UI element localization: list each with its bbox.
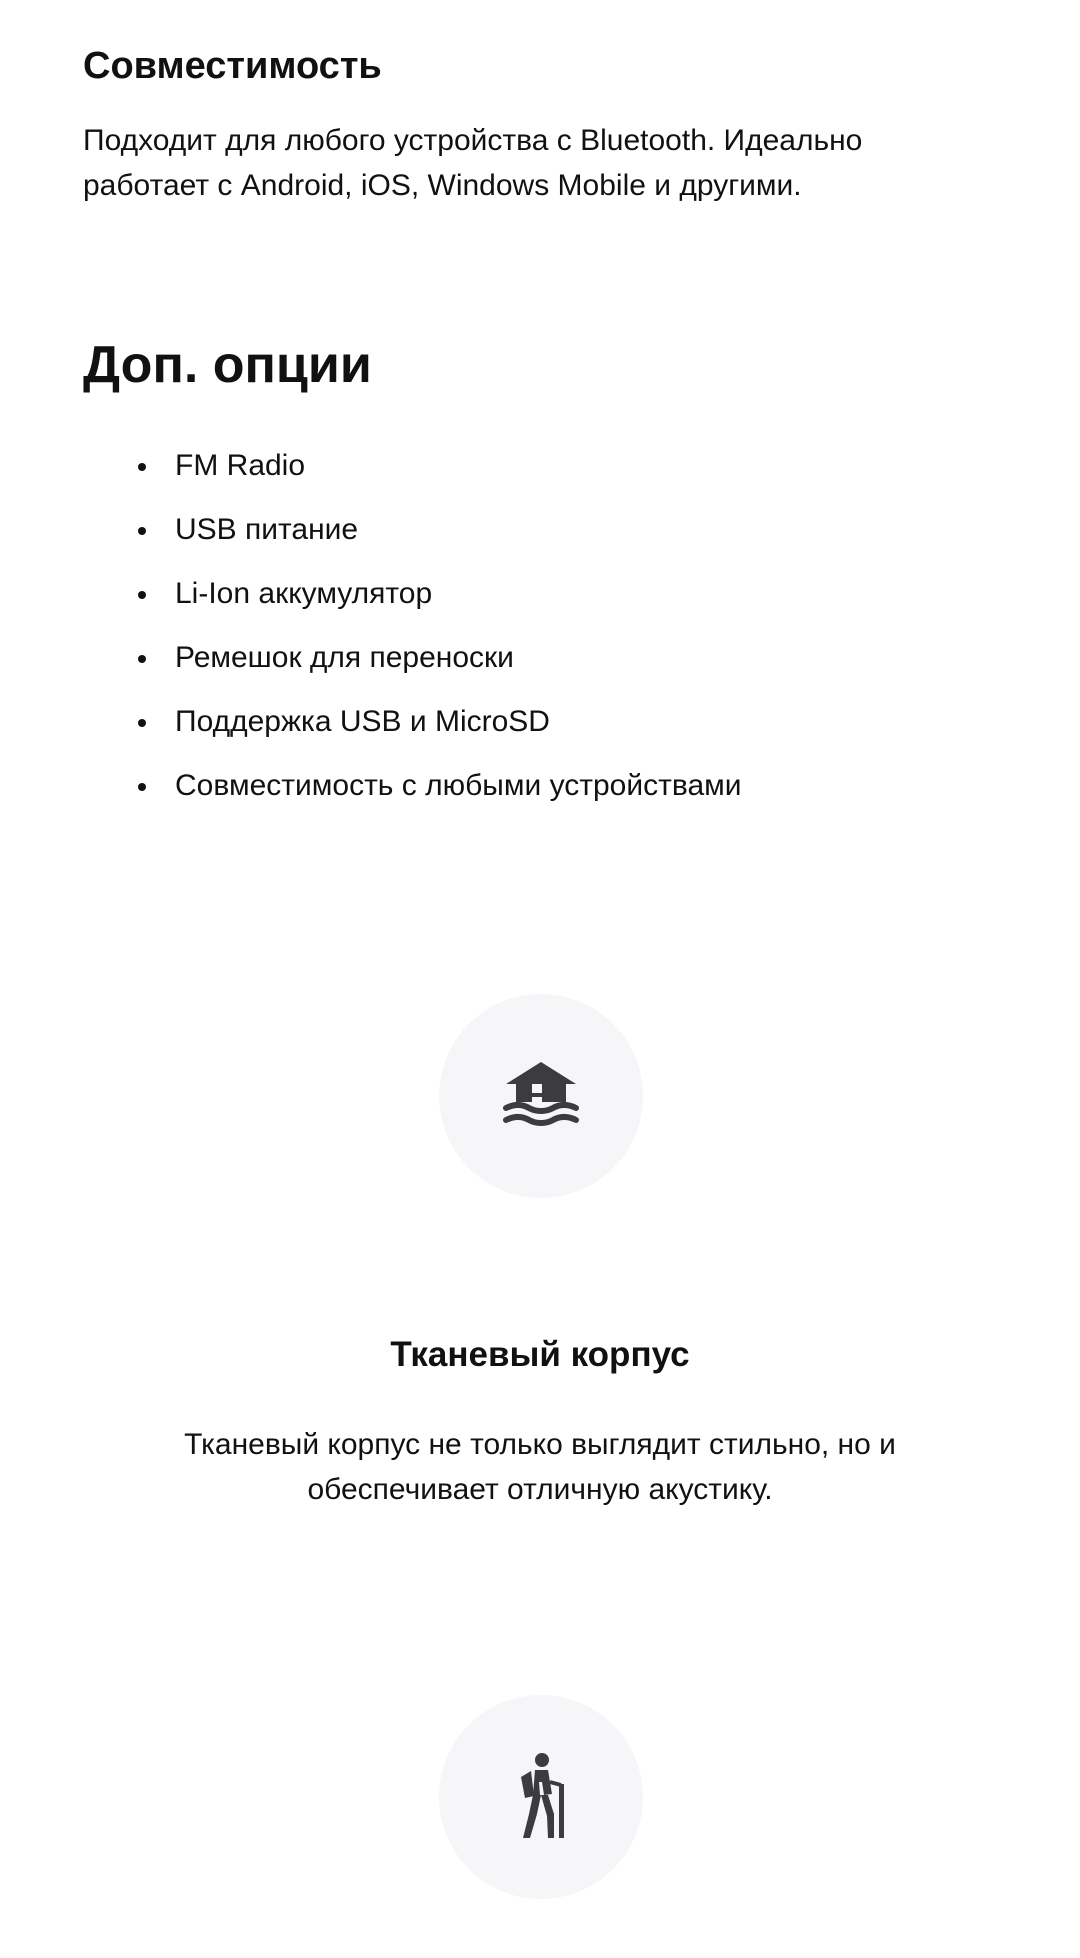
list-item: Совместимость с любыми устройствами bbox=[175, 754, 742, 818]
options-title: Доп. опции bbox=[83, 336, 372, 394]
list-item: Li-Ion аккумулятор bbox=[175, 562, 742, 626]
list-item: USB питание bbox=[175, 498, 742, 562]
feature-icon-circle bbox=[439, 994, 643, 1198]
list-item: Ремешок для переноски bbox=[175, 626, 742, 690]
compatibility-title: Совместимость bbox=[83, 45, 382, 87]
list-item: Поддержка USB и MicroSD bbox=[175, 690, 742, 754]
list-item: FM Radio bbox=[175, 434, 742, 498]
feature-title: Тканевый корпус bbox=[390, 1335, 690, 1374]
feature-icon-circle bbox=[439, 1695, 643, 1899]
hiking-person-icon bbox=[511, 1752, 571, 1843]
feature-description: Тканевый корпус не только выглядит стильно, но и обеспечивает отличную акустику. bbox=[184, 1428, 896, 1506]
flood-house-icon bbox=[502, 1062, 580, 1131]
compatibility-description: Подходит для любого устройства с Bluetooth. Идеально работает с Android, iOS, Windows Mobile и другими. bbox=[83, 124, 863, 202]
options-list bbox=[83, 434, 742, 818]
